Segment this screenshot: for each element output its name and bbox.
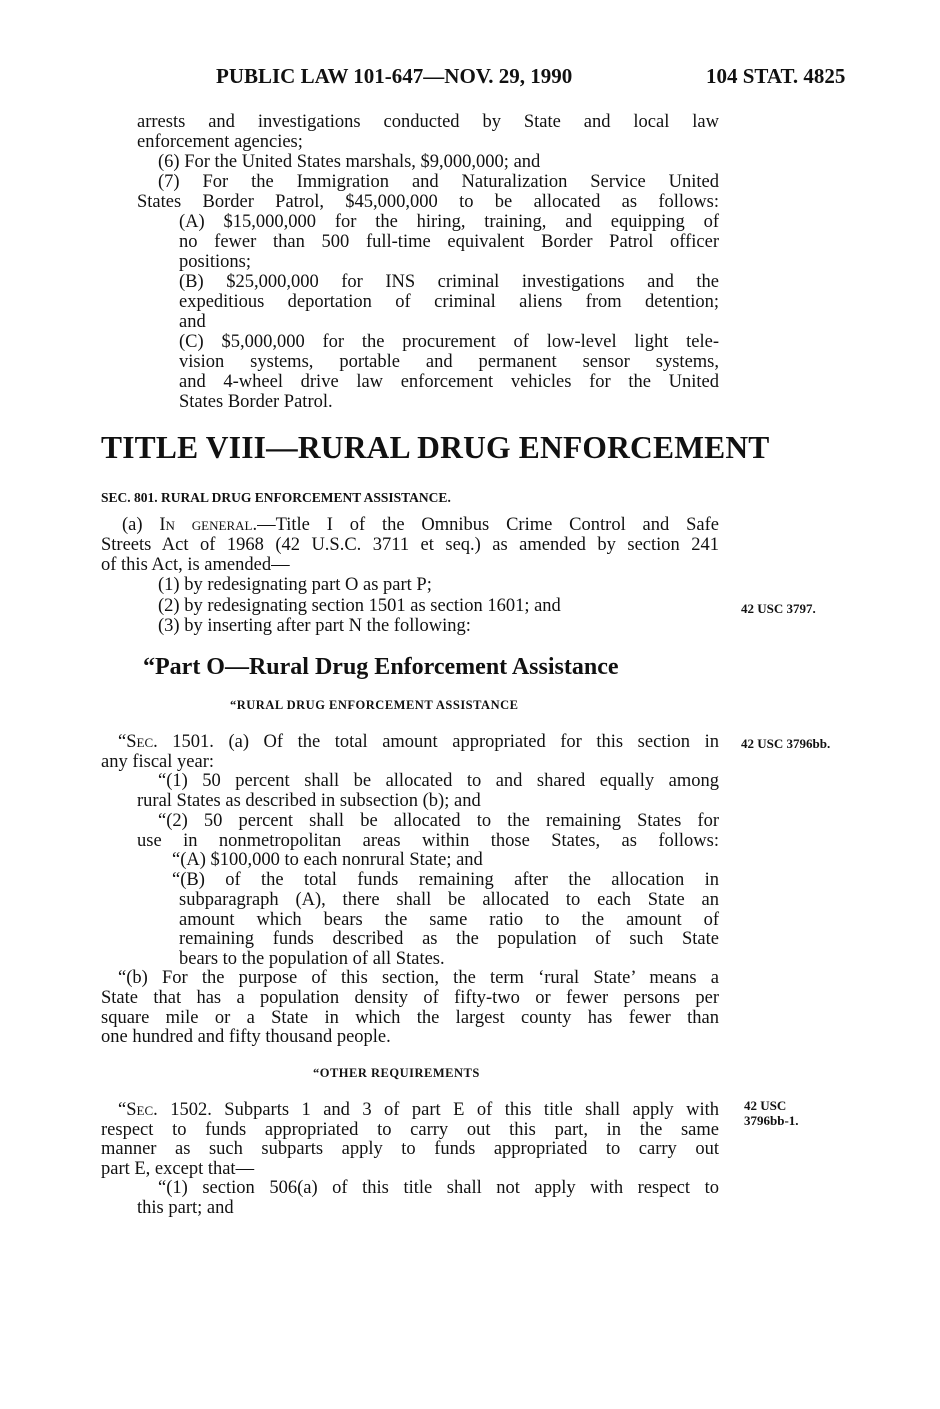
text-line: (7) For the Immigration and Naturalization Service United — [158, 172, 719, 192]
text-line: (1) by redesignating part O as part P; — [158, 575, 432, 595]
text-line: manner as such subparts apply to funds appropriated to carry out — [101, 1139, 719, 1159]
section-label: Sec — [126, 1100, 154, 1120]
margin-note-usc-3796bb-1-b: 3796bb-1. — [744, 1113, 799, 1128]
running-header-stat: 104 STAT. 4825 — [706, 64, 846, 88]
text-line: States Border Patrol, $45,000,000 to be allocated as follows: — [137, 192, 719, 212]
title-heading: TITLE VIII—RURAL DRUG ENFORCEMENT — [101, 430, 770, 465]
text-line — [118, 732, 719, 752]
text-line: “(1) section 506(a) of this title shall not apply with respect to — [158, 1178, 719, 1198]
text-line: no fewer than 500 full-time equivalent Border Patrol officer — [179, 232, 719, 252]
section-text: . 1501. (a) Of the total amount appropriated for this section in — [153, 732, 719, 752]
text-line: “(B) of the total funds remaining after the allocation in — [172, 870, 719, 890]
text-line: subparagraph (A), there shall be allocated to each State an — [179, 890, 719, 910]
other-requirements-heading: “OTHER REQUIREMENTS — [313, 1066, 480, 1080]
text-line — [122, 515, 719, 535]
text-line: “(A) $100,000 to each nonrural State; and — [172, 850, 483, 870]
text-line: and 4-wheel drive law enforcement vehicles for the United — [179, 372, 719, 392]
text-line: respect to funds appropriated to carry out this part, in the same — [101, 1120, 719, 1140]
text-line: (6) For the United States marshals, $9,000,000; and — [158, 152, 541, 172]
section-text: . 1502. Subparts 1 and 3 of part E of this title shall apply with — [153, 1100, 719, 1120]
text-line: State that has a population density of fifty-two or fewer persons per — [101, 988, 719, 1008]
text-line: this part; and — [137, 1198, 234, 1218]
text-line: use in nonmetropolitan areas within those States, as follows: — [137, 831, 719, 851]
text-line: (A) $15,000,000 for the hiring, training, and equipping of — [179, 212, 719, 232]
text-line: States Border Patrol. — [179, 392, 333, 412]
margin-note-usc-3797: 42 USC 3797. — [741, 601, 816, 616]
text-line: part E, except that— — [101, 1159, 255, 1179]
open-quote: “ — [118, 732, 127, 752]
text-line: Streets Act of 1968 (42 U.S.C. 3711 et seq.) as amended by section 241 — [101, 535, 719, 555]
subsection-text: .—Title I of the Omnibus Crime Control and Safe — [252, 515, 719, 535]
text-line: remaining funds described as the population of such State — [179, 929, 719, 949]
text-line: “(2) 50 percent shall be allocated to the remaining States for — [158, 811, 719, 831]
open-quote: “ — [118, 1100, 127, 1120]
text-line: (3) by inserting after part N the following: — [158, 616, 471, 636]
rural-assistance-heading: “RURAL DRUG ENFORCEMENT ASSISTANCE — [230, 698, 519, 712]
subsection-label: (a) — [122, 515, 160, 535]
text-line: of this Act, is amended— — [101, 555, 290, 575]
text-line: and — [179, 312, 206, 332]
text-line: one hundred and fifty thousand people. — [101, 1027, 391, 1047]
section-label: Sec — [126, 732, 154, 752]
text-line: any fiscal year: — [101, 752, 214, 772]
text-line: “(1) 50 percent shall be allocated to and shared equally among — [158, 771, 719, 791]
running-header-law: PUBLIC LAW 101-647—NOV. 29, 1990 — [216, 64, 573, 88]
text-line — [118, 1100, 719, 1120]
text-line: bears to the population of all States. — [179, 949, 445, 969]
text-line: (2) by redesignating section 1501 as section 1601; and — [158, 596, 561, 616]
text-line: “(b) For the purpose of this section, the term ‘rural State’ means a — [118, 968, 719, 988]
section-801-heading: SEC. 801. RURAL DRUG ENFORCEMENT ASSISTANCE. — [101, 490, 451, 505]
margin-note-usc-3796bb-1-a: 42 USC — [744, 1098, 787, 1113]
text-line: positions; — [179, 252, 251, 272]
subsection-heading: In general — [159, 515, 253, 535]
text-line: (C) $5,000,000 for the procurement of low-level light tele- — [179, 332, 719, 352]
margin-note-usc-3796bb: 42 USC 3796bb. — [741, 736, 831, 751]
text-line: arrests and investigations conducted by State and local law — [137, 112, 719, 132]
text-line: enforcement agencies; — [137, 132, 303, 152]
text-line: (B) $25,000,000 for INS criminal investigations and the — [179, 272, 719, 292]
text-line: rural States as described in subsection (b); and — [137, 791, 481, 811]
text-line: square mile or a State in which the largest county has fewer than — [101, 1008, 719, 1028]
text-line: expeditious deportation of criminal aliens from detention; — [179, 292, 719, 312]
text-line: vision systems, portable and permanent sensor systems, — [179, 352, 719, 372]
part-o-heading: “Part O—Rural Drug Enforcement Assistance — [143, 654, 619, 680]
text-line: amount which bears the same ratio to the amount of — [179, 910, 719, 930]
